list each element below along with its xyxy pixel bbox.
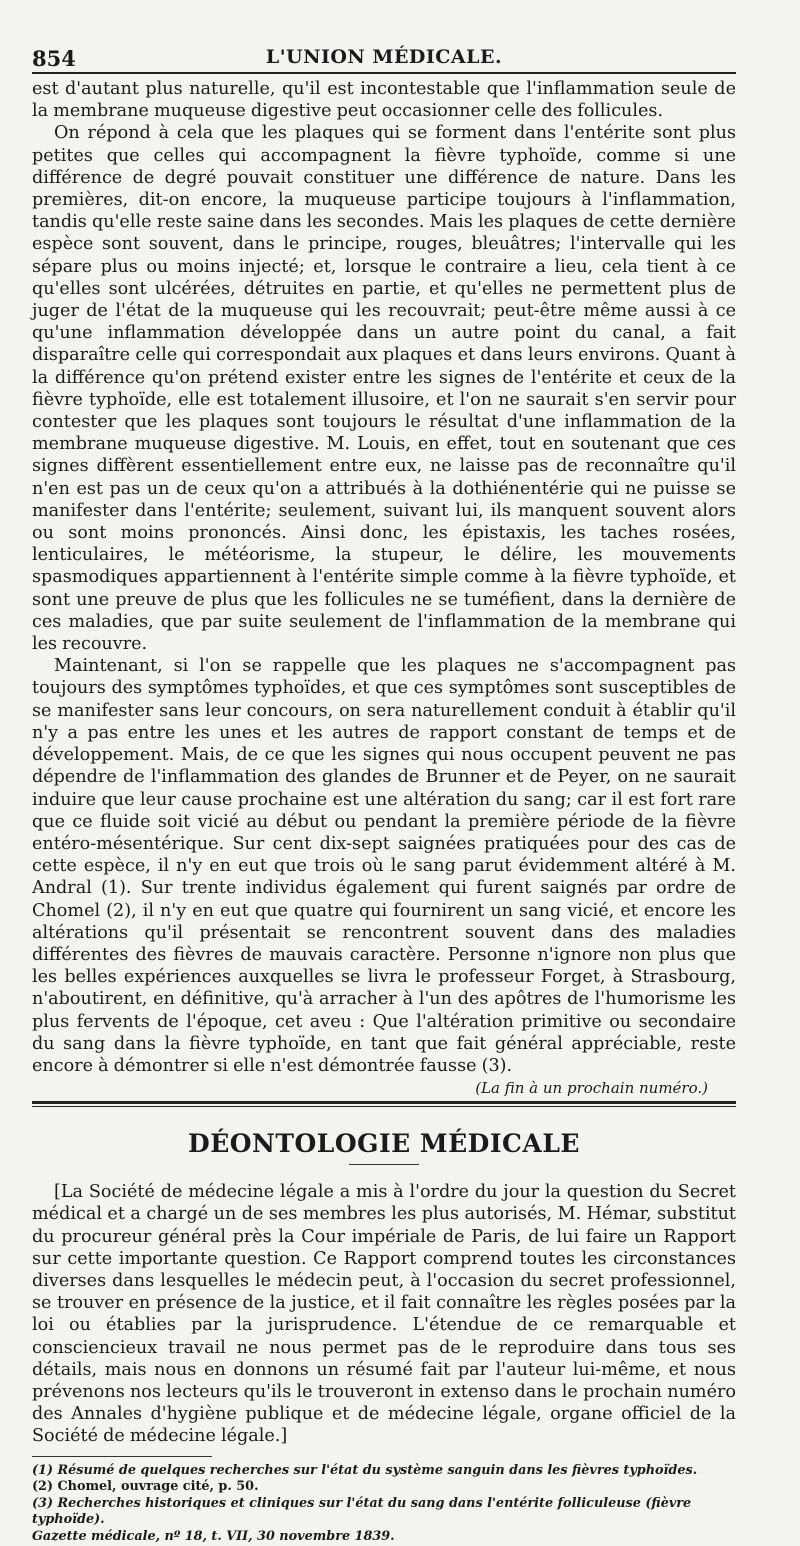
heading-rule <box>349 1164 419 1165</box>
section-heading: DÉONTOLOGIE MÉDICALE <box>188 1129 580 1159</box>
running-head <box>32 38 736 74</box>
article-paragraph: Maintenant, si l'on se rappelle que les plaques ne s'accompagnent pas toujours des symptômes typhoïdes, et que ces symptômes sont susceptibles de se manifester sans leur concours, on sera naturellement conduit à établir qu'il n'y a pas entre les unes et les autres de rapport constant de temps et de développement. Mais, de ce que les signes qui nous occupent peuvent ne pas dépendre de l'inflammation des glandes de Brunner et de Peyer, on ne saurait induire que leur cause prochaine est une altération du sang; car il est fort rare que ce fluide soit vicié au début ou pendant la première période de la fièvre entéro-mésentérique. Sur cent dix-sept saignées pratiquées pour des cas de cette espèce, il n'y en eut que trois où le sang parut évidemment altéré à M. Andral (1). Sur trente individus également qui furent saignés par ordre de Chomel (2), il n'y en eut que quatre qui fournirent un sang vicié, et encore les altérations qu'il présentait se rencontrent souvent dans des maladies différentes des fièvres de mauvais caractère. Personne n'ignore non plus que les belles expériences auxquelles se livra le professeur Forget, à Strasbourg, n'aboutirent, en définitive, qu'à arracher à l'un des apôtres de l'humorisme les plus fervents de l'époque, cet aveu : Que l'altération primitive ou secondaire du sang dans la fièvre typhoïde, en tant que fait général appréciable, reste encore à démontrer si elle n'est démontrée fausse (3). <box>32 656 736 1076</box>
section-divider <box>32 1101 736 1107</box>
footnote-3-source: Gazette médicale, nº 18, t. VII, 30 novembre 1839. <box>32 1528 395 1544</box>
footnote-divider <box>32 1456 212 1457</box>
footnote-2: (2) Chomel, ouvrage cité, p. 50. <box>32 1479 259 1495</box>
article-paragraph: On répond à cela que les plaques qui se forment dans l'entérite sont plus petites que celles qui accompagnent la fièvre typhoïde, comme si une différence de degré pouvait constituer une différence de nature. Dans les premières, dit-on encore, la muqueuse participe toujours à l'inflammation, tandis qu'elle reste saine dans les secondes. Mais les plaques de cette dernière espèce sont souvent, dans le principe, rouges, bleuâtres; l'intervalle qui les sépare plus ou moins injecté; et, lorsque le contraire a lieu, cela tient à ce qu'elles sont ulcérées, détruites en partie, et qu'elles ne permettent plus de juger de l'état de la muqueuse qui les recouvrait; peut-être même aussi à ce qu'une inflammation développée dans un autre point du canal, a fait disparaître celle qui correspondait aux plaques et dans leurs environs. Quant à la différence qu'on prétend exister entre les signes de l'entérite et ceux de la fièvre typhoïde, elle est totalement illusoire, et l'on ne saurait s'en servir pour contester que les plaques sont toujours le résultat d'une inflammation de la membrane muqueuse digestive. M. Louis, en effet, tout en soutenant que ces signes diffèrent essentiellement entre eux, ne laisse pas de reconnaître qu'il n'en est pas un de ceux qu'on a attribués à la dothiénentérie qui ne puisse se manifester dans l'entérite; seulement, suivant lui, ils manquent souvent alors ou sont moins prononcés. Ainsi donc, les épistaxis, les taches rosées, lenticulaires, le météorisme, la stupeur, le délire, les mouvements spasmodiques appartiennent à l'entérite simple comme à la fièvre typhoïde, et sont une preuve de plus que les follicules ne se tuméfient, dans la dernière de ces maladies, que par suite seulement de l'inflammation de la membrane qui les recouvre. <box>32 123 736 655</box>
footnotes <box>32 1463 736 1546</box>
footnote-1: (1) Résumé de quelques recherches sur l'état du système sanguin dans les fièvres typhoïdes. <box>32 1462 698 1478</box>
page-number: 854 <box>32 46 76 71</box>
footnote-3: (3) Recherches historiques et cliniques sur l'état du sang dans l'entérite folliculeuse (fièvre typhoïde). <box>32 1495 692 1528</box>
section-body: [La Société de médecine légale a mis à l'ordre du jour la question du Secret médical et a chargé un de ses membres les plus autorisés, M. Hémar, substitut du procureur général près la Cour impériale de Paris, de lui faire un Rapport sur cette importante question. Ce Rapport comprend toutes les circonstances diverses dans lesquelles le médecin peut, à l'occasion du secret professionnel, se trouver en présence de la justice, et il fait connaître les règles posées par la loi ou établies par la jurisprudence. L'étendue de ce remarquable et consciencieux travail ne nous permet pas de le reproduire dans tous ses détails, mais nous en donnons un résumé fait par l'auteur lui-même, et nous prévenons nos lecteurs qu'ils le trouveront in extenso dans le prochain numéro des Annales d'hygiène publique et de médecine légale, organe officiel de la Société de médecine légale.] <box>32 1182 736 1447</box>
continued-note: (La fin à un prochain numéro.) <box>475 1079 708 1098</box>
journal-title: L'UNION MÉDICALE. <box>265 46 503 68</box>
article-paragraph: est d'autant plus naturelle, qu'il est incontestable que l'inflammation seule de la membrane muqueuse digestive peut occasionner celle des follicules. <box>32 79 736 122</box>
